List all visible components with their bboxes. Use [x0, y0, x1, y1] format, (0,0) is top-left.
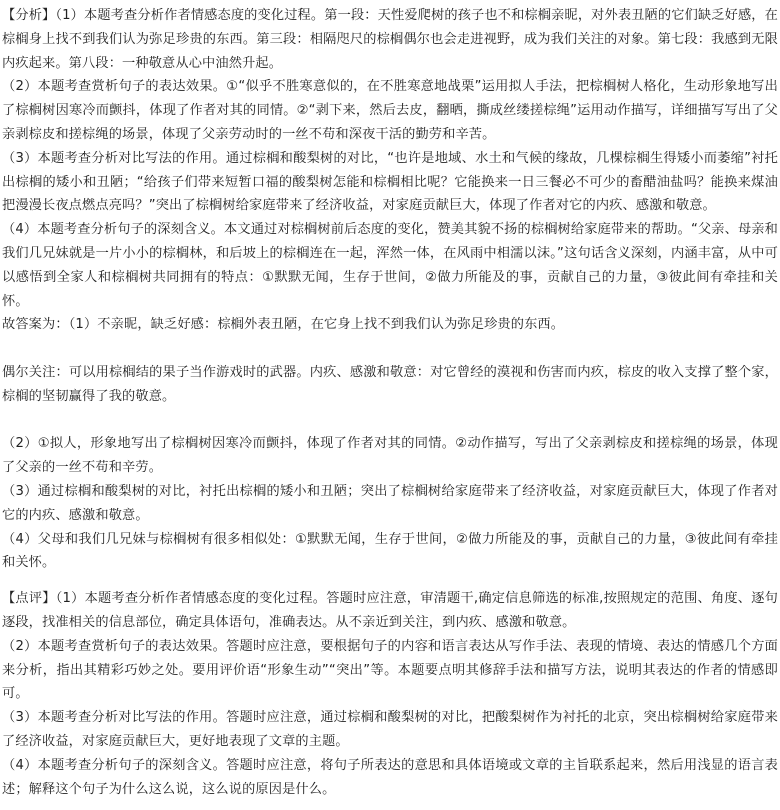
answer-question-1-paragraph: 故答案为：（1）不亲昵，缺乏好感：棕榈外表丑陋，在它身上找不到我们认为弥足珍贵的东西。 [2, 317, 565, 333]
analysis-question-2-paragraph: （2）本题考查赏析句子的表达效果。①“似乎不胜寒意似的，在不胜寒意地战栗”运用拟人手法，把棕榈树人格化，生动形象地写出了棕榈树因寒冷而颤抖，体现了作者对其的同情。②“剥下来，然后去皮，翻晒，撕成丝缕搓棕绳”运用动作描写，详细描写写出了父亲剥棕皮和搓棕绳的场景，体现了父亲劳动时的一丝不苟和深夜干活的勤劳和辛苦。 [2, 79, 778, 142]
comment-question-3-paragraph: （3）本题考查分析对比写法的作用。答题时应注意，通过棕榈和酸梨树的对比，把酸梨树作为衬托的北京，突出棕榈树给家庭带来了经济收益，对家庭贡献巨大，更好地表现了文章的主题。 [2, 710, 778, 749]
analysis-question-4-paragraph: （4）本题考查分析句子的深刻含义。本文通过对棕榈树前后态度的变化，赞美其貌不扬的棕榈树给家庭带来的帮助。“父亲、母亲和我们几兄妹就是一片小小的棕榈林，和后坡上的棕榈连在一起，浑然一体，在风雨中相濡以沫。”这句话含义深刻，内涵丰富，从中可以感悟到全家人和棕榈树共同拥有的特点：①默默无闻，生存于世间，②做力所能及的事，贡献自己的力量，③彼此间有牵挂和关怀。 [2, 222, 778, 309]
analysis-question-3-paragraph: （3）本题考查分析对比写法的作用。通过棕榈和酸梨树的对比，“也许是地域、水土和气候的缘故，几棵棕榈生得矮小而萎缩”衬托出棕榈的矮小和丑陋；“给孩子们带来短暂口福的酸梨树怎能和棕榈相比呢？它能换来一日三餐必不可少的畜醋油盐吗？能换来煤油把漫漫长夜点燃点亮吗？”突出了棕榈树给家庭带来了经济收益，对家庭贡献巨大，体现了作者对它的内疚、感激和敬意。 [2, 150, 778, 214]
spacer [2, 409, 778, 433]
answer-question-1-continued-paragraph: 偶尔关注：可以用棕榈结的果子当作游戏时的武器。内疚、感激和敬意：对它曾经的漠视和伤害而内疚，棕皮的收入支撑了整个家，棕榈的坚韧赢得了我的敬意。 [2, 364, 778, 404]
spacer [2, 575, 778, 587]
answer-question-4-paragraph: （4）父母和我们几兄妹与棕榈树有很多相似处：①默默无闻，生存于世间，②做力所能及的事，贡献自己的力量，③彼此间有牵挂和关怀。 [2, 531, 778, 571]
comment-question-1-paragraph: 【点评】（1）本题考查分析作者情感态度的变化过程。答题时应注意，审清题干,确定信息筛选的标准,按照规定的范围、角度、逐句逐段，找准相关的信息部位，确定具体语句，准确表达。从不亲近到关注，到内疚、感激和敬意。 [2, 591, 778, 630]
comment-question-4-paragraph: （4）本题考查分析句子的深刻含义。答题时应注意，将句子所表达的意思和具体语境或文章的主旨联系起来，然后用浅显的语言表述；解释这个句子为什么这么说，这么说的原因是什么。 [2, 757, 778, 797]
answer-question-2-paragraph: （2）①拟人，形象地写出了棕榈树因寒冷而颤抖，体现了作者对其的同情。②动作描写，写出了父亲剥棕皮和搓棕绳的场景，体现了父亲的一丝不苟和辛劳。 [2, 436, 778, 476]
answer-question-3-paragraph: （3）通过棕榈和酸梨树的对比，衬托出棕榈的矮小和丑陋；突出了棕榈树给家庭带来了经济收益，对家庭贡献巨大，体现了作者对它的内疚、感激和敬意。 [2, 483, 778, 523]
spacer [2, 337, 778, 361]
analysis-intro-paragraph: 【分析】（1）本题考查分析作者情感态度的变化过程。第一段：天性爱爬树的孩子也不和棕榈亲昵，对外表丑陋的它们缺乏好感，在棕榈身上找不到我们认为弥足珍贵的东西。第三段：相隔咫尺的棕榈偶尔也会走进视野，成为我们关注的对象。第七段：我感到无限内疚起来。第八段：一种敬意从心中油然升起。 [2, 8, 778, 71]
comment-question-2-paragraph: （2）本题考查赏析句子的表达效果。答题时应注意，要根据句子的内容和语言表达从写作手法、表现的情境、表达的情感几个方面来分析，指出其精彩巧妙之处。要用评价语“形象生动”“突出”等。本题要点明其修辞手法和描写方法，说明其表达的作者的情感即可。 [2, 638, 778, 702]
